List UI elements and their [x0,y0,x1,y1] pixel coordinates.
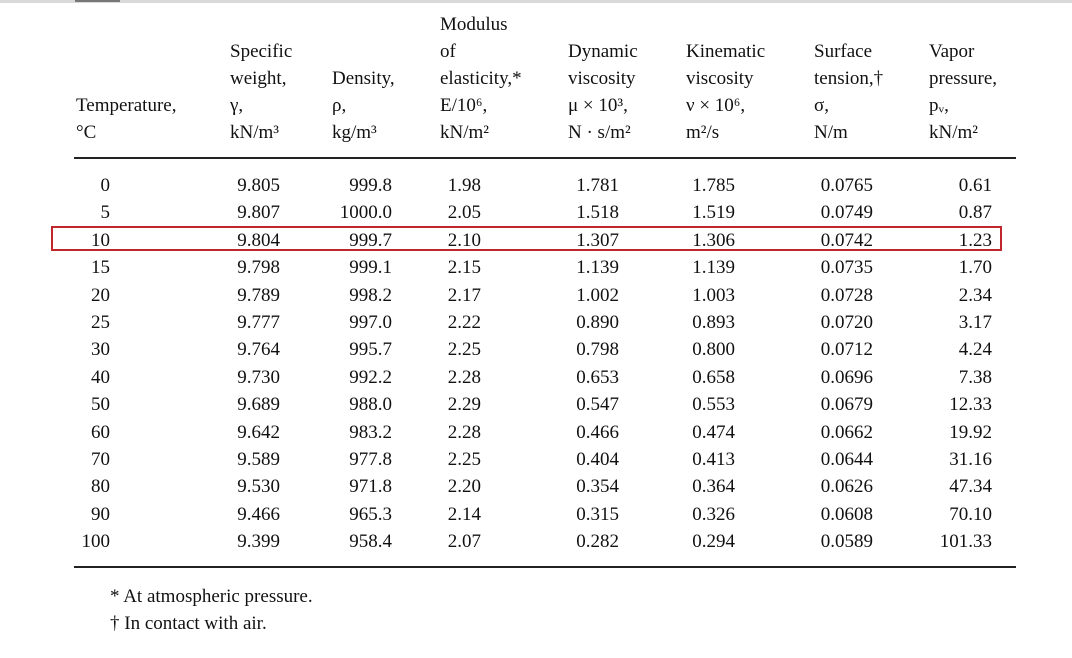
cell-surface_tension: 0.0712 [820,339,873,361]
cell-modulus: 2.22 [447,312,481,333]
header-line: Temperature, [76,95,177,116]
cell-specific_weight: 9.777 [237,312,280,333]
cell-temperature: 0 [100,175,110,196]
cell-dynamic_viscosity: 0.315 [576,503,619,525]
header-line [76,65,176,92]
cell-modulus: 2.25 [447,449,481,470]
cell-surface_tension: 0.0742 [820,229,873,251]
cell-specific_weight: 9.789 [237,284,280,306]
cell-vapor_pressure: 70.10 [949,503,992,525]
cell-kinematic_viscosity: 0.326 [692,503,735,525]
cell-density: 1000.0 [339,202,392,224]
cell-dynamic_viscosity: 0.282 [576,531,619,553]
header-line: μ × 10³, [568,95,628,116]
cell-surface_tension: 0.0662 [820,421,873,443]
header-line: Specific [230,41,293,62]
header-line [332,38,395,65]
cell-surface_tension: 0.0728 [820,284,873,306]
cell-vapor_pressure: 1.70 [958,257,992,279]
cell-temperature: 5 [100,202,110,224]
header-line [686,11,765,38]
cell-density: 983.2 [349,421,392,443]
header-kinematic_viscosity [686,11,765,146]
cell-temperature: 10 [91,229,110,251]
cell-temperature: 25 [91,312,110,333]
cell-surface_tension: 0.0589 [820,531,873,553]
cell-specific_weight: 9.689 [237,394,280,416]
cell-temperature: 20 [91,284,110,306]
cell-density: 997.0 [349,312,392,333]
cell-temperature: 15 [91,257,110,279]
cell-kinematic_viscosity: 0.553 [692,394,735,416]
cell-density: 999.7 [349,229,392,251]
header-line: of [440,41,456,62]
cell-surface_tension: 0.0644 [820,449,873,470]
cell-vapor_pressure: 31.16 [949,449,992,470]
cell-kinematic_viscosity: 0.294 [692,531,735,553]
cell-dynamic_viscosity: 0.354 [576,476,619,498]
header-line: N · s/m² [568,122,631,143]
cell-modulus: 2.28 [447,366,481,388]
header-line [568,11,638,38]
header-line: Modulus [440,14,508,35]
cell-kinematic_viscosity: 1.785 [692,175,735,196]
cell-modulus: 2.29 [447,394,481,416]
cell-vapor_pressure: 0.61 [958,175,992,196]
header-specific_weight [230,11,292,146]
footnote-asterisk: * At atmospheric pressure. [110,586,313,607]
header-line: ν × 10⁶, [686,95,746,116]
header-line: Density, [332,68,395,89]
cell-kinematic_viscosity: 1.519 [692,202,735,224]
cell-temperature: 40 [91,366,110,388]
cell-density: 965.3 [349,503,392,525]
header-line: Kinematic [686,41,766,62]
cell-specific_weight: 9.466 [237,503,280,525]
cell-modulus: 2.15 [447,257,481,279]
header-line [929,11,997,38]
header-line: kg/m³ [332,122,377,143]
cell-kinematic_viscosity: 0.364 [692,476,735,498]
cell-specific_weight: 9.589 [237,449,280,470]
header-line: kN/m² [929,122,978,143]
cell-dynamic_viscosity: 0.547 [576,394,619,416]
cell-vapor_pressure: 1.23 [958,229,992,251]
header-line: E/10⁶, [440,95,488,116]
cell-dynamic_viscosity: 1.002 [576,284,619,306]
header-line: Dynamic [568,41,638,62]
header-line: viscosity [568,68,636,89]
cell-surface_tension: 0.0735 [820,257,873,279]
cell-temperature: 100 [81,531,110,553]
cell-modulus: 2.28 [447,421,481,443]
cell-modulus: 2.14 [447,503,481,525]
header-vapor_pressure [929,11,997,146]
cell-dynamic_viscosity: 0.653 [576,366,619,388]
header-line [76,38,176,65]
cell-kinematic_viscosity: 0.658 [692,366,735,388]
cell-dynamic_viscosity: 0.404 [576,449,619,470]
header-line: ρ, [332,95,347,116]
cell-vapor_pressure: 19.92 [949,421,992,443]
cell-density: 992.2 [349,366,392,388]
header-line: tension,† [814,68,884,89]
cell-specific_weight: 9.642 [237,421,280,443]
cell-surface_tension: 0.0608 [820,503,873,525]
cell-specific_weight: 9.804 [237,229,280,251]
header-line: °C [76,122,97,143]
cell-kinematic_viscosity: 0.413 [692,449,735,470]
cell-modulus: 2.10 [447,229,481,251]
cell-kinematic_viscosity: 1.003 [692,284,735,306]
cell-dynamic_viscosity: 0.890 [576,312,619,333]
header-line: N/m [814,122,848,143]
cell-modulus: 2.20 [447,476,481,498]
cell-density: 977.8 [349,449,392,470]
cell-surface_tension: 0.0765 [820,175,873,196]
header-line: weight, [230,68,287,89]
cell-vapor_pressure: 7.38 [958,366,992,388]
cell-dynamic_viscosity: 1.781 [576,175,619,196]
cell-density: 995.7 [349,339,392,361]
cell-density: 971.8 [349,476,392,498]
header-line: pressure, [929,68,998,89]
cell-vapor_pressure: 12.33 [949,394,992,416]
header-line: viscosity [686,68,754,89]
cell-temperature: 30 [91,339,110,361]
header-density [332,11,395,146]
cell-density: 998.2 [349,284,392,306]
header-line: kN/m² [440,122,489,143]
cell-dynamic_viscosity: 1.307 [576,229,619,251]
header-line [76,11,176,38]
cell-temperature: 50 [91,394,110,416]
cell-vapor_pressure: 3.17 [958,312,992,333]
cell-kinematic_viscosity: 0.474 [692,421,735,443]
cell-specific_weight: 9.730 [237,366,280,388]
cell-vapor_pressure: 2.34 [958,284,992,306]
header-line: pᵥ, [929,95,949,116]
cell-modulus: 2.25 [447,339,481,361]
cell-kinematic_viscosity: 0.893 [692,312,735,333]
cell-modulus: 2.05 [447,202,481,224]
cell-surface_tension: 0.0720 [820,312,873,333]
header-dynamic_viscosity [568,11,638,146]
cell-temperature: 90 [91,503,110,525]
header-line: elasticity,* [440,68,522,89]
cell-specific_weight: 9.764 [237,339,280,361]
cell-modulus: 2.07 [447,531,481,553]
header-line: m²/s [686,122,720,143]
header-line: σ, [814,95,829,116]
bottom-rule [74,566,1016,568]
cell-temperature: 80 [91,476,110,498]
cell-specific_weight: 9.805 [237,175,280,196]
header-line: Surface [814,41,873,62]
cell-vapor_pressure: 0.87 [958,202,992,224]
cell-vapor_pressure: 47.34 [949,476,992,498]
cell-surface_tension: 0.0696 [820,366,873,388]
cell-temperature: 70 [91,449,110,470]
footnote-dagger: † In contact with air. [110,613,267,634]
header-temperature [76,11,176,146]
cell-density: 999.1 [349,257,392,279]
cell-dynamic_viscosity: 0.466 [576,421,619,443]
header-line [230,11,292,38]
cell-kinematic_viscosity: 0.800 [692,339,735,361]
header-surface_tension [814,11,883,146]
header-line: Vapor [929,41,975,62]
cell-surface_tension: 0.0749 [820,202,873,224]
cell-specific_weight: 9.399 [237,531,280,553]
cell-surface_tension: 0.0626 [820,476,873,498]
cell-modulus: 1.98 [447,175,481,196]
header-rule [74,157,1016,159]
cell-kinematic_viscosity: 1.306 [692,229,735,251]
cell-specific_weight: 9.807 [237,202,280,224]
cell-specific_weight: 9.530 [237,476,280,498]
header-line [332,11,395,38]
header-line: γ, [230,95,244,116]
cell-surface_tension: 0.0679 [820,394,873,416]
cell-vapor_pressure: 4.24 [958,339,992,361]
cell-density: 988.0 [349,394,392,416]
header-modulus [440,11,522,146]
cell-dynamic_viscosity: 1.518 [576,202,619,224]
cell-modulus: 2.17 [447,284,481,306]
cell-temperature: 60 [91,421,110,443]
cell-dynamic_viscosity: 1.139 [576,257,619,279]
cell-density: 958.4 [349,531,392,553]
cell-specific_weight: 9.798 [237,257,280,279]
header-line [814,11,883,38]
header-line: kN/m³ [230,122,279,143]
cell-vapor_pressure: 101.33 [939,531,992,553]
cell-density: 999.8 [349,175,392,196]
cell-kinematic_viscosity: 1.139 [692,257,735,279]
cell-dynamic_viscosity: 0.798 [576,339,619,361]
